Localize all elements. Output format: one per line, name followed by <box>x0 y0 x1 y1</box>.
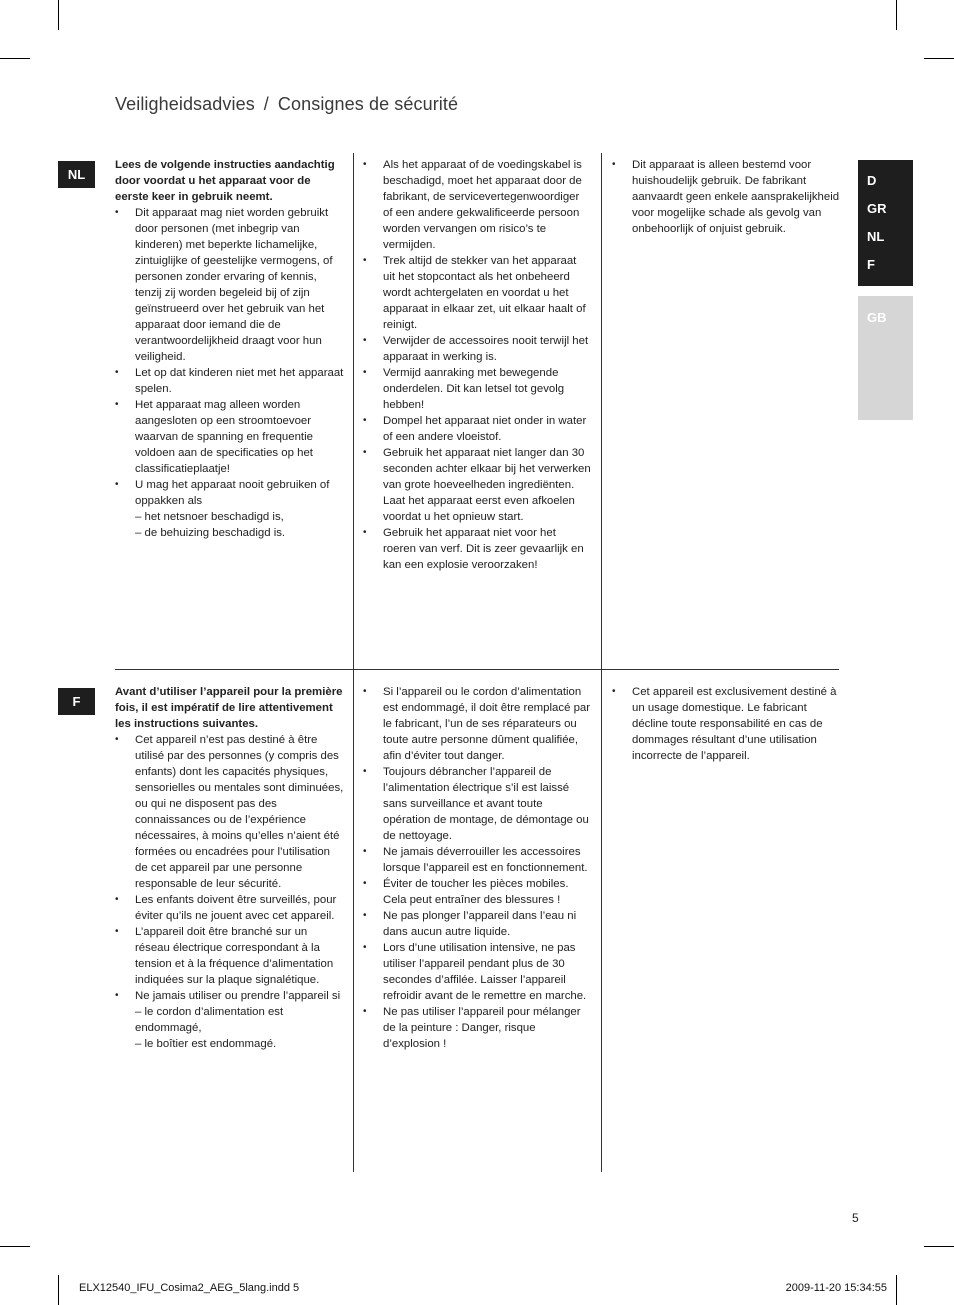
fr-column-1 <box>115 684 345 1052</box>
list-item: • Ne jamais déverrouiller les accessoires lorsque l’appareil est en fonctionnement. <box>363 844 591 876</box>
column-divider <box>601 669 602 1172</box>
language-tab-inactive <box>858 296 913 420</box>
tab-d[interactable]: D <box>867 173 877 188</box>
nl-list-3 <box>612 157 840 237</box>
list-item <box>115 477 345 541</box>
nl-list-1 <box>115 205 345 541</box>
footer-timestamp: 2009-11-20 15:34:55 <box>785 1282 887 1294</box>
crop-mark <box>0 1246 30 1247</box>
list-item: • Vermijd aanraking met bewegende onderdelen. Dit kan letsel tot gevolg hebben! <box>363 365 591 413</box>
tab-nl[interactable]: NL <box>867 229 885 244</box>
list-item: • Toujours débrancher l’appareil de l’alimentation électrique s’il est laissé sans surveillance et avant toute opération de montage, de démontage ou de nettoyage. <box>363 764 591 844</box>
language-badge-nl: NL <box>58 161 95 188</box>
list-item: • Let op dat kinderen niet met het apparaat spelen. <box>115 365 345 397</box>
page-title-fr: Consignes de sécurité <box>277 94 459 114</box>
page-title-nl: Veiligheidsadvies <box>115 94 255 114</box>
list-subitem: – le boîtier est endommagé. <box>135 1038 277 1050</box>
crop-mark <box>896 0 897 30</box>
section-divider <box>115 669 839 670</box>
nl-intro: Lees de volgende instructies aandachtig door voordat u het apparaat voor de eerste keer in gebruik neemt. <box>115 159 335 203</box>
list-item: • Het apparaat mag alleen worden aangesloten op een stroomtoevoer waarvan de spanning en frequentie voldoen aan de specificaties op het classificatieplaatje! <box>115 397 345 477</box>
list-item: • Cet appareil est exclusivement destiné à un usage domestique. Le fabricant décline toute responsabilité en cas de dommages résultant d’une utilisation incorrecte de l’appareil. <box>612 684 840 764</box>
nl-column-3 <box>612 157 840 237</box>
list-item: • Als het apparaat of de voedingskabel is beschadigd, moet het apparaat door de fabrikant, de servicevertegenwoordiger of een andere gekwalificeerde persoon worden vervangen om risico’s te vermijden. <box>363 157 591 253</box>
crop-mark <box>924 1246 954 1247</box>
list-item: • Les enfants doivent être surveillés, pour éviter qu’ils ne jouent avec cet appareil. <box>115 892 345 924</box>
list-item: • Gebruik het apparaat niet langer dan 30 seconden achter elkaar bij het verwerken van grote hoeveelheden ingrediënten. Laat het apparaat eerst even afkoelen voordat u het opnieuw start. <box>363 445 591 525</box>
crop-mark <box>0 58 30 59</box>
page-number: 5 <box>852 1211 859 1225</box>
crop-mark <box>924 58 954 59</box>
fr-column-3 <box>612 684 840 764</box>
list-item <box>115 988 345 1052</box>
list-subitem: – le cordon d’alimentation est endommagé, <box>135 1006 284 1034</box>
list-item: • Éviter de toucher les pièces mobiles. Cela peut entraîner des blessures ! <box>363 876 591 908</box>
tab-f[interactable]: F <box>867 257 875 272</box>
language-badge-f: F <box>58 688 95 715</box>
fr-list-1 <box>115 732 345 1052</box>
crop-mark <box>58 0 59 30</box>
footer-filename: ELX12540_IFU_Cosima2_AEG_5lang.indd 5 <box>79 1282 300 1294</box>
column-divider <box>353 669 354 1172</box>
tab-gr[interactable]: GR <box>867 201 887 216</box>
column-divider <box>353 153 354 669</box>
list-item: • Trek altijd de stekker van het apparaat uit het stopcontact als het onbeheerd wordt achtergelaten en voordat u het apparaat in elkaar zet, uit elkaar haalt of reinigt. <box>363 253 591 333</box>
page-title <box>115 94 458 115</box>
list-item: • Dit apparaat is alleen bestemd voor huishoudelijk gebruik. De fabrikant aanvaardt geen enkele aansprakelijkheid voor mogelijke schade als gevolg van onbehoorlijk of onjuist gebruik. <box>612 157 840 237</box>
crop-mark <box>896 1275 897 1305</box>
nl-column-2 <box>363 157 591 573</box>
column-divider <box>601 153 602 669</box>
fr-intro: Avant d’utiliser l’appareil pour la première fois, il est impératif de lire attentivement les instructions suivantes. <box>115 686 343 730</box>
list-item: • Si l’appareil ou le cordon d’alimentation est endommagé, il doit être remplacé par le fabricant, l’un de ses réparateurs ou toute autre personne dûment qualifiée, afin d’éviter tout danger. <box>363 684 591 764</box>
nl-list-2 <box>363 157 591 573</box>
language-tabs-active <box>858 160 913 286</box>
list-subitem: – de behuizing beschadigd is. <box>135 527 286 539</box>
list-item: • Dit apparaat mag niet worden gebruikt door personen (met inbegrip van kinderen) met beperkte lichamelijke, zintuiglijke of geestelijke vermogens, of personen zonder ervaring of kennis, tenzij zij worden begeleid bij of zijn geïnstrueerd over het gebruik van het apparaat door iemand die de verantwoordelijkheid draagt voor hun veiligheid. <box>115 205 345 365</box>
fr-column-2 <box>363 684 591 1052</box>
tab-gb[interactable]: GB <box>867 310 887 325</box>
list-item: • L’appareil doit être branché sur un réseau électrique correspondant à la tension et à la fréquence d’alimentation indiquées sur la plaque signalétique. <box>115 924 345 988</box>
title-separator: / <box>263 94 269 114</box>
fr-list-2 <box>363 684 591 1052</box>
list-item: • Lors d’une utilisation intensive, ne pas utiliser l’appareil pendant plus de 30 secondes d’affilée. Laisser l’appareil refroidir avant de le remettre en marche. <box>363 940 591 1004</box>
list-subitem: – het netsnoer beschadigd is, <box>135 511 284 523</box>
list-item: • Ne pas utiliser l’appareil pour mélanger de la peinture : Danger, risque d’explosion ! <box>363 1004 591 1052</box>
fr-list-3 <box>612 684 840 764</box>
list-item: • Dompel het apparaat niet onder in water of een andere vloeistof. <box>363 413 591 445</box>
list-item: • Cet appareil n’est pas destiné à être utilisé par des personnes (y compris des enfants) dont les capacités physiques, sensorielles ou mentales sont diminuées, ou qui ne disposent pas des connaissances ou de l’expérience nécessaires, à moins qu’elles n’aient été formées ou encadrées pour l’utilisation de cet appareil par une personne responsable de leur sécurité. <box>115 732 345 892</box>
list-item-text: Ne jamais utiliser ou prendre l’appareil si <box>135 990 341 1002</box>
list-item-text: U mag het apparaat nooit gebruiken of oppakken als <box>135 479 330 507</box>
crop-mark <box>58 1275 59 1305</box>
list-item: • Gebruik het apparaat niet voor het roeren van verf. Dit is zeer gevaarlijk en kan een explosie veroorzaken! <box>363 525 591 573</box>
list-item: • Verwijder de accessoires nooit terwijl het apparaat in werking is. <box>363 333 591 365</box>
list-item: • Ne pas plonger l’appareil dans l’eau ni dans aucun autre liquide. <box>363 908 591 940</box>
nl-column-1 <box>115 157 345 541</box>
